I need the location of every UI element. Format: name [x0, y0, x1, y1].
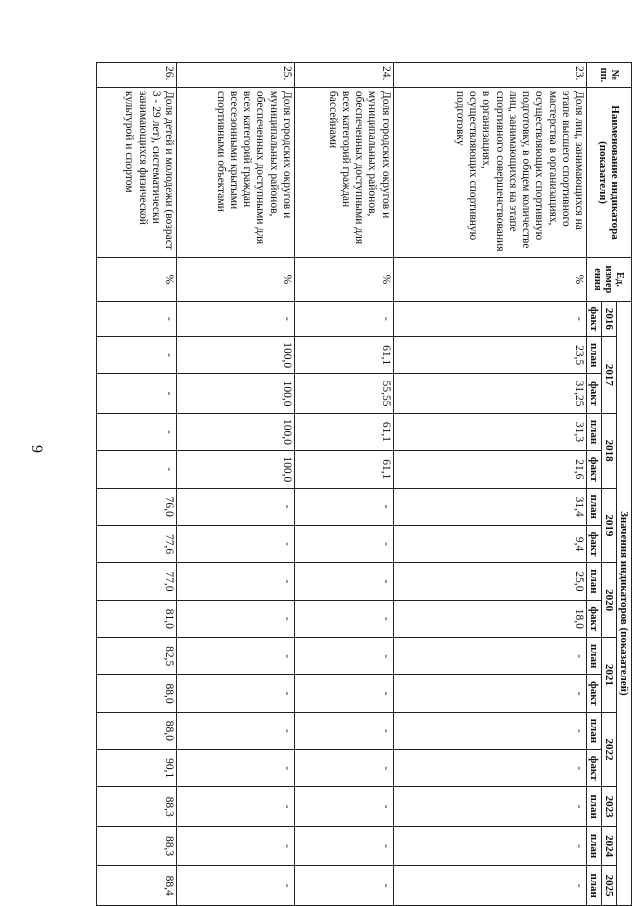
- value-cell: -: [294, 637, 393, 674]
- value-cell: -: [393, 750, 586, 787]
- value-cell: -: [393, 787, 586, 826]
- header-plan: план: [587, 826, 602, 865]
- unit-cell: %: [393, 258, 586, 302]
- table-row: [176, 63, 294, 906]
- value-cell: -: [393, 301, 586, 336]
- value-cell: 9,4: [393, 525, 586, 562]
- header-year-2019: 2019: [602, 488, 617, 563]
- value-cell: 31,25: [393, 374, 586, 413]
- value-cell: 21,6: [393, 451, 586, 488]
- header-fact: факт: [587, 750, 602, 787]
- header-plan: план: [587, 637, 602, 674]
- header-plan: план: [587, 413, 602, 450]
- value-cell: -: [176, 750, 294, 787]
- header-fact: факт: [587, 525, 602, 562]
- value-cell: -: [294, 301, 393, 336]
- indicator-name: Доля лиц, занимающихся на этапе высшего спортивного мастерства в организациях, осуществляющих спортивную подготовку, в общем количестве лиц, занимающихся на этапе спортивного совершенствования в организациях, осуществляющих спортивную подготовку: [393, 87, 586, 257]
- value-cell: -: [176, 563, 294, 600]
- header-year-2021: 2021: [602, 637, 617, 712]
- rotated-table-wrapper: [96, 62, 632, 906]
- header-plan: план: [587, 337, 602, 374]
- value-cell: -: [97, 337, 177, 374]
- header-year-2018: 2018: [602, 413, 617, 488]
- header-fact: факт: [587, 451, 602, 488]
- value-cell: -: [294, 600, 393, 637]
- value-cell: -: [294, 525, 393, 562]
- value-cell: 88,3: [97, 826, 177, 865]
- header-plan: план: [587, 563, 602, 600]
- value-cell: 31,4: [393, 488, 586, 525]
- indicator-name: Доля городских округов и муниципальных районов, обеспеченных доступными для всех категорий граждан бассейнами: [294, 87, 393, 257]
- value-cell: 88,0: [97, 675, 177, 712]
- value-cell: 77,0: [97, 563, 177, 600]
- value-cell: -: [393, 826, 586, 865]
- table-row: [294, 63, 393, 906]
- value-cell: -: [176, 488, 294, 525]
- header-plan: план: [587, 787, 602, 826]
- value-cell: -: [393, 712, 586, 749]
- value-cell: -: [393, 675, 586, 712]
- unit-cell: %: [294, 258, 393, 302]
- value-cell: 61,1: [294, 413, 393, 450]
- indicators-table: [96, 62, 632, 906]
- value-cell: -: [176, 866, 294, 906]
- table-row: [393, 63, 586, 906]
- header-year-2023: 2023: [602, 787, 617, 826]
- value-cell: -: [176, 675, 294, 712]
- value-cell: 61,1: [294, 451, 393, 488]
- page-number: 9: [28, 445, 45, 453]
- value-cell: 61,1: [294, 337, 393, 374]
- value-cell: -: [176, 787, 294, 826]
- value-cell: 90,1: [97, 750, 177, 787]
- header-values-group: Значения индикаторов (показателей): [617, 301, 632, 905]
- value-cell: 81,0: [97, 600, 177, 637]
- header-year-2024: 2024: [602, 826, 617, 865]
- value-cell: -: [294, 488, 393, 525]
- value-cell: -: [176, 525, 294, 562]
- value-cell: -: [97, 301, 177, 336]
- header-plan: план: [587, 866, 602, 906]
- value-cell: 18,0: [393, 600, 586, 637]
- header-fact: факт: [587, 301, 602, 336]
- header-year-2020: 2020: [602, 563, 617, 638]
- value-cell: 25,0: [393, 563, 586, 600]
- header-name: Наименование индикатора (показателя): [587, 87, 632, 257]
- header-plan: план: [587, 712, 602, 749]
- value-cell: 77,6: [97, 525, 177, 562]
- header-unit: Ед. измер ения: [587, 258, 632, 302]
- header-year-2022: 2022: [602, 712, 617, 787]
- value-cell: 31,3: [393, 413, 586, 450]
- indicator-name: Доля городских округов и муниципальных районов, обеспеченных доступными для всех категорий граждан всесезонными крытыми спортивными объектами: [176, 87, 294, 257]
- row-number: 24.: [294, 63, 393, 88]
- value-cell: -: [294, 787, 393, 826]
- value-cell: -: [176, 600, 294, 637]
- unit-cell: %: [176, 258, 294, 302]
- indicator-name: Доля детей и молодежи (возраст 3 - 29 лет), систематически занимающихся физической культурой и спортом: [97, 87, 177, 257]
- value-cell: -: [294, 563, 393, 600]
- table-row: [97, 63, 177, 906]
- header-fact: факт: [587, 374, 602, 413]
- value-cell: 82,5: [97, 637, 177, 674]
- row-number: 25.: [176, 63, 294, 88]
- value-cell: 88,3: [97, 787, 177, 826]
- value-cell: -: [97, 374, 177, 413]
- value-cell: -: [294, 866, 393, 906]
- value-cell: -: [176, 301, 294, 336]
- value-cell: 88,4: [97, 866, 177, 906]
- value-cell: -: [393, 637, 586, 674]
- value-cell: 100,0: [176, 413, 294, 450]
- unit-cell: %: [97, 258, 177, 302]
- header-fact: факт: [587, 600, 602, 637]
- value-cell: 100,0: [176, 374, 294, 413]
- value-cell: -: [97, 451, 177, 488]
- value-cell: -: [97, 413, 177, 450]
- value-cell: -: [294, 750, 393, 787]
- value-cell: 55,55: [294, 374, 393, 413]
- header-no: № пп.: [587, 63, 632, 88]
- value-cell: 23,5: [393, 337, 586, 374]
- value-cell: -: [393, 866, 586, 906]
- value-cell: 100,0: [176, 451, 294, 488]
- value-cell: -: [294, 675, 393, 712]
- header-year-2016: 2016: [602, 301, 617, 336]
- row-number: 26.: [97, 63, 177, 88]
- value-cell: -: [176, 637, 294, 674]
- value-cell: 76,0: [97, 488, 177, 525]
- value-cell: 88,0: [97, 712, 177, 749]
- value-cell: -: [176, 826, 294, 865]
- value-cell: -: [176, 712, 294, 749]
- value-cell: -: [294, 826, 393, 865]
- header-year-2017: 2017: [602, 337, 617, 414]
- header-plan: план: [587, 488, 602, 525]
- header-fact: факт: [587, 675, 602, 712]
- value-cell: -: [294, 712, 393, 749]
- header-year-2025: 2025: [602, 866, 617, 906]
- row-number: 23.: [393, 63, 586, 88]
- value-cell: 100,0: [176, 337, 294, 374]
